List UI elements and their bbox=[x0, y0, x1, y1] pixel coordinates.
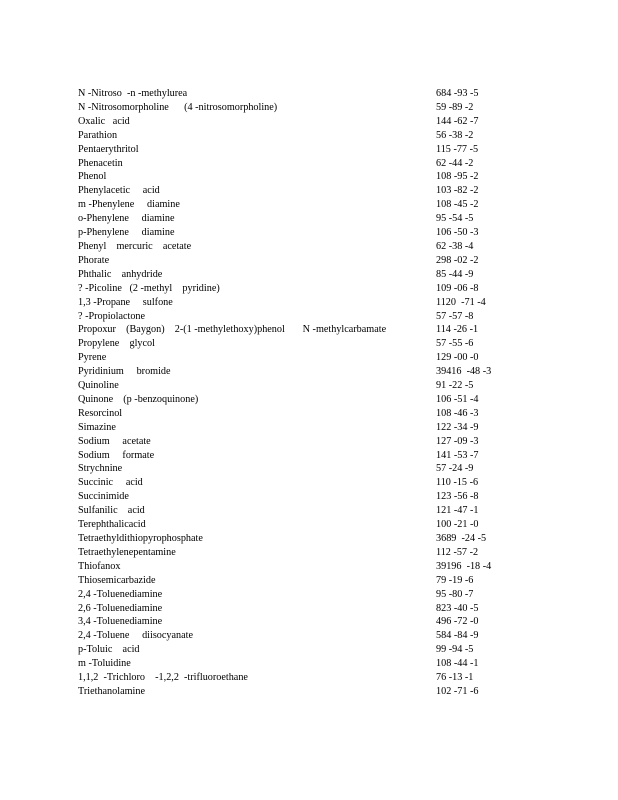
cas-number: 62 -38 -4 bbox=[436, 240, 474, 252]
chemical-name: Tetraethyldithiopyrophosphate bbox=[78, 533, 203, 544]
list-item bbox=[78, 629, 508, 643]
chemical-name: N -Nitroso -n -methylurea bbox=[78, 88, 188, 99]
list-item bbox=[78, 407, 508, 421]
list-item bbox=[78, 115, 508, 129]
cas-number: 95 -54 -5 bbox=[436, 213, 474, 225]
list-item bbox=[78, 87, 508, 101]
chemical-name: Phthalic anhydride bbox=[78, 268, 163, 280]
cas-number: 106 -50 -3 bbox=[436, 227, 479, 239]
cas-number: 110 -15 -6 bbox=[436, 477, 479, 489]
list-item bbox=[78, 240, 508, 254]
chemical-name: Sodium acetate bbox=[78, 435, 151, 447]
list-item bbox=[78, 337, 508, 351]
list-item bbox=[78, 449, 508, 463]
cas-number: 57 -57 -8 bbox=[436, 310, 474, 322]
list-item bbox=[78, 602, 508, 616]
list-item bbox=[78, 379, 508, 393]
list-item bbox=[78, 615, 508, 629]
list-item bbox=[78, 574, 508, 588]
cas-number: 298 -02 -2 bbox=[436, 254, 479, 266]
chemical-name: p-Phenylene diamine bbox=[78, 227, 175, 239]
list-item bbox=[78, 643, 508, 657]
cas-number: 122 -34 -9 bbox=[436, 421, 479, 433]
chemical-name: 2,4 -Toluene diisocyanate bbox=[78, 630, 193, 642]
cas-number: 100 -21 -0 bbox=[436, 519, 479, 531]
chemical-name: 1,3 -Propane sulfone bbox=[78, 296, 173, 308]
cas-number: 57 -24 -9 bbox=[436, 463, 474, 475]
cas-number: 144 -62 -7 bbox=[436, 115, 479, 127]
cas-number: 141 -53 -7 bbox=[436, 449, 479, 461]
cas-number: 85 -44 -9 bbox=[436, 268, 474, 280]
cas-number: 39416 -48 -3 bbox=[436, 366, 492, 378]
chemical-name: Succinic acid bbox=[78, 477, 143, 489]
chemical-name: p-Toluic acid bbox=[78, 644, 140, 656]
cas-number: 108 -95 -2 bbox=[436, 171, 479, 183]
list-item bbox=[78, 685, 508, 699]
cas-number: 108 -44 -1 bbox=[436, 658, 479, 670]
cas-number: 95 -80 -7 bbox=[436, 588, 474, 600]
cas-number: 121 -47 -1 bbox=[436, 505, 479, 517]
list-item bbox=[78, 143, 508, 157]
cas-number: 59 -89 -2 bbox=[436, 101, 474, 113]
list-item bbox=[78, 254, 508, 268]
chemical-name: Thiofanox bbox=[78, 560, 121, 572]
cas-number: 823 -40 -5 bbox=[436, 602, 479, 614]
cas-number: 108 -45 -2 bbox=[436, 199, 479, 211]
list-item bbox=[78, 282, 508, 296]
chemical-name: Pyrene bbox=[78, 352, 107, 364]
cas-number: 106 -51 -4 bbox=[436, 393, 479, 405]
chemical-name: ? -Propiolactone bbox=[78, 310, 146, 322]
list-item bbox=[78, 462, 508, 476]
cas-number: 91 -22 -5 bbox=[436, 380, 474, 392]
chemical-name: Sodium formate bbox=[78, 449, 155, 461]
chemical-name: Propoxur (Baygon) 2-(1 -methylethoxy)phenol N -methylcarbamate bbox=[78, 324, 387, 336]
list-item bbox=[78, 184, 508, 198]
cas-number: 102 -71 -6 bbox=[436, 685, 479, 697]
list-item bbox=[78, 560, 508, 574]
chemical-name: Phenyl mercuric acetate bbox=[78, 240, 192, 252]
list-item bbox=[78, 157, 508, 171]
list-item bbox=[78, 421, 508, 435]
list-item bbox=[78, 226, 508, 240]
list-item bbox=[78, 101, 508, 115]
chemical-name: Strychnine bbox=[78, 463, 123, 475]
chemical-name: 2,6 -Toluenediamine bbox=[78, 602, 163, 614]
cas-number: 114 -26 -1 bbox=[436, 324, 479, 336]
cas-number: 76 -13 -1 bbox=[436, 672, 474, 684]
chemical-name: Terephthalicacid bbox=[78, 519, 146, 531]
chemical-name: Triethanolamine bbox=[78, 685, 145, 697]
chemical-name: Propylene glycol bbox=[78, 338, 155, 350]
list-item bbox=[78, 351, 508, 365]
chemical-name: m -Phenylene diamine bbox=[78, 199, 180, 211]
chemical-name: Pentaerythritol bbox=[78, 143, 139, 155]
chemical-name: Thiosemicarbazide bbox=[78, 574, 156, 586]
cas-number: 684 -93 -5 bbox=[436, 88, 479, 99]
cas-number: 99 -94 -5 bbox=[436, 644, 474, 656]
list-item bbox=[78, 504, 508, 518]
cas-number: 103 -82 -2 bbox=[436, 185, 479, 197]
list-item bbox=[78, 490, 508, 504]
chemical-name: ? -Picoline (2 -methyl pyridine) bbox=[78, 282, 220, 294]
chemical-name: 2,4 -Toluenediamine bbox=[78, 588, 163, 600]
list-item bbox=[78, 518, 508, 532]
list-item bbox=[78, 393, 508, 407]
list-item bbox=[78, 323, 508, 337]
cas-number: 129 -00 -0 bbox=[436, 352, 479, 364]
list-item bbox=[78, 532, 508, 546]
chemical-cas-list bbox=[78, 87, 508, 699]
chemical-name: Succinimide bbox=[78, 491, 129, 503]
chemical-name: Tetraethylenepentamine bbox=[78, 546, 176, 558]
list-item bbox=[78, 170, 508, 184]
list-item bbox=[78, 198, 508, 212]
chemical-name: Quinoline bbox=[78, 380, 119, 392]
chemical-name: o-Phenylene diamine bbox=[78, 213, 175, 225]
chemical-name: Phorate bbox=[78, 254, 110, 266]
chemical-name: Parathion bbox=[78, 129, 118, 141]
cas-number: 127 -09 -3 bbox=[436, 435, 479, 447]
cas-number: 115 -77 -5 bbox=[436, 143, 479, 155]
cas-number: 109 -06 -8 bbox=[436, 282, 479, 294]
list-item bbox=[78, 296, 508, 310]
list-item bbox=[78, 671, 508, 685]
cas-number: 112 -57 -2 bbox=[436, 546, 479, 558]
chemical-name: m -Toluidine bbox=[78, 658, 131, 670]
cas-number: 57 -55 -6 bbox=[436, 338, 474, 350]
list-item bbox=[78, 310, 508, 324]
chemical-name: Resorcinol bbox=[78, 407, 123, 419]
chemical-name: Phenacetin bbox=[78, 157, 123, 169]
chemical-name: Phenylacetic acid bbox=[78, 185, 160, 197]
cas-number: 123 -56 -8 bbox=[436, 491, 479, 503]
list-item bbox=[78, 588, 508, 602]
chemical-name: Pyridinium bromide bbox=[78, 366, 171, 378]
cas-number: 584 -84 -9 bbox=[436, 630, 479, 642]
chemical-name: Oxalic acid bbox=[78, 115, 130, 127]
chemical-name: Simazine bbox=[78, 421, 116, 433]
cas-number: 108 -46 -3 bbox=[436, 407, 479, 419]
cas-number: 1120 -71 -4 bbox=[436, 296, 486, 308]
list-item bbox=[78, 546, 508, 560]
list-item bbox=[78, 435, 508, 449]
list-item bbox=[78, 212, 508, 226]
cas-number: 79 -19 -6 bbox=[436, 574, 474, 586]
cas-number: 3689 -24 -5 bbox=[436, 533, 487, 544]
list-item bbox=[78, 268, 508, 282]
chemical-name: N -Nitrosomorpholine (4 -nitrosomorpholine) bbox=[78, 101, 278, 113]
chemical-name: 3,4 -Toluenediamine bbox=[78, 616, 163, 628]
chemical-name: Quinone (p -benzoquinone) bbox=[78, 393, 199, 405]
list-item bbox=[78, 657, 508, 671]
list-item bbox=[78, 476, 508, 490]
cas-number: 62 -44 -2 bbox=[436, 157, 474, 169]
list-item bbox=[78, 129, 508, 143]
chemical-name: 1,1,2 -Trichloro -1,2,2 -trifluoroethane bbox=[78, 672, 248, 684]
chemical-name: Phenol bbox=[78, 171, 107, 183]
cas-number: 56 -38 -2 bbox=[436, 129, 474, 141]
cas-number: 39196 -18 -4 bbox=[436, 560, 492, 572]
list-item bbox=[78, 365, 508, 379]
cas-number: 496 -72 -0 bbox=[436, 616, 479, 628]
chemical-name: Sulfanilic acid bbox=[78, 505, 145, 517]
